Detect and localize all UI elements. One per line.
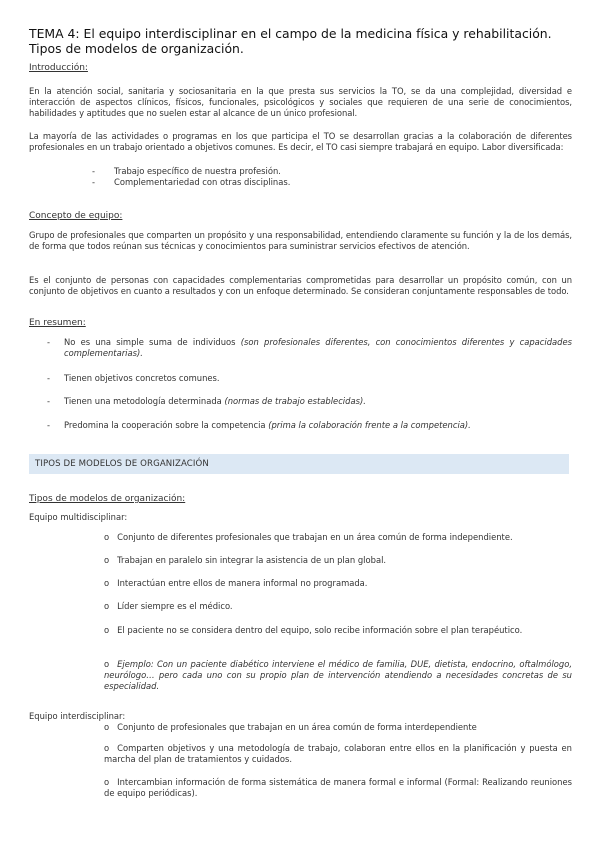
multidisciplinar-label: Equipo multidisciplinar: <box>29 512 128 522</box>
list-item: - Tienen objetivos concretos comunes. <box>47 373 220 383</box>
section-banner <box>29 454 569 474</box>
intro-paragraph-1: En la atención social, sanitaria y sociosanitaria en la que presta sus servicios la TO, se da una complejidad, diversidad e interacción de aspectos clínicos, físicos, funcionales, psicológicos y sociales que requieren de una serie de conocimientos, habilidades y aptitudes que no suelen estar al alcance de un único profesional. <box>29 86 572 119</box>
document-title: TEMA 4: El equipo interdisciplinar en el campo de la medicina física y rehabilitación. Tipos de modelos de organización. <box>29 26 552 56</box>
concepto-paragraph-1: Grupo de profesionales que comparten un propósito y una responsabilidad, entendiendo claramente su función y la de los demás, de forma que todos reúnan sus técnicas y conocimientos para suministrar servicios efectivos de atención. <box>29 230 572 252</box>
list-item: o Comparten objetivos y una metodología de trabajo, colaboran entre ellos en la planificación y puesta en marcha del plan de tratamientos y cuidados. <box>104 743 572 765</box>
intro-paragraph-2: La mayoría de las actividades o programas en los que participa el TO se desarrollan gracias a la colaboración de diferentes profesionales en un trabajo orientado a objetivos comunes. Es decir, el TO casi siempre trabajará en equipo. Labor diversificada: <box>29 131 572 153</box>
intro-heading: Introducción: <box>29 63 88 73</box>
list-item: - Predomina la cooperación sobre la competencia (prima la colaboración frente a la competencia). <box>47 420 471 430</box>
list-item: o Conjunto de profesionales que trabajan en un área común de forma interdependiente <box>104 722 477 732</box>
section-banner-title: TIPOS DE MODELOS DE ORGANIZACIÓN <box>35 459 209 469</box>
list-item: o Trabajan en paralelo sin integrar la asistencia de un plan global. <box>104 555 387 565</box>
list-item: o Interactúan entre ellos de manera informal no programada. <box>104 578 368 588</box>
concepto-heading: Concepto de equipo: <box>29 211 123 221</box>
list-item: o Ejemplo: Con un paciente diabético interviene el médico de familia, DUE, dietista, endocrino, oftalmólogo, neurólogo… pero cada uno con su propio plan de intervención atendiendo a necesidades concretas de su especialidad. <box>104 659 572 692</box>
list-item: - Trabajo específico de nuestra profesión. <box>92 166 281 176</box>
concepto-paragraph-2: Es el conjunto de personas con capacidades complementarias comprometidas para desarrollar un propósito común, con un conjunto de objetivos en cuanto a resultados y con un enfoque determinado. Se consideran conjuntamente responsables de todo. <box>29 275 572 297</box>
list-item: o Intercambian información de forma sistemática de manera formal e informal (Formal: Realizando reuniones de equipo periódicas). <box>104 777 572 799</box>
list-item: o El paciente no se considera dentro del equipo, solo recibe información sobre el plan terapéutico. <box>104 625 523 635</box>
resumen-heading: En resumen: <box>29 318 86 328</box>
list-item: - No es una simple suma de individuos (son profesionales diferentes, con conocimientos diferentes y capacidades complementarias). <box>47 337 572 359</box>
list-item: o Líder siempre es el médico. <box>104 601 233 611</box>
list-item: o Conjunto de diferentes profesionales que trabajan en un área común de forma independiente. <box>104 532 513 542</box>
intro-bullet-list <box>92 166 290 188</box>
tipos-heading: Tipos de modelos de organización: <box>29 494 186 504</box>
list-item: - Complementariedad con otras disciplinas. <box>92 177 291 188</box>
interdisciplinar-label: Equipo interdisciplinar: <box>29 711 126 721</box>
list-item: - Tienen una metodología determinada (normas de trabajo establecidas). <box>47 396 366 406</box>
